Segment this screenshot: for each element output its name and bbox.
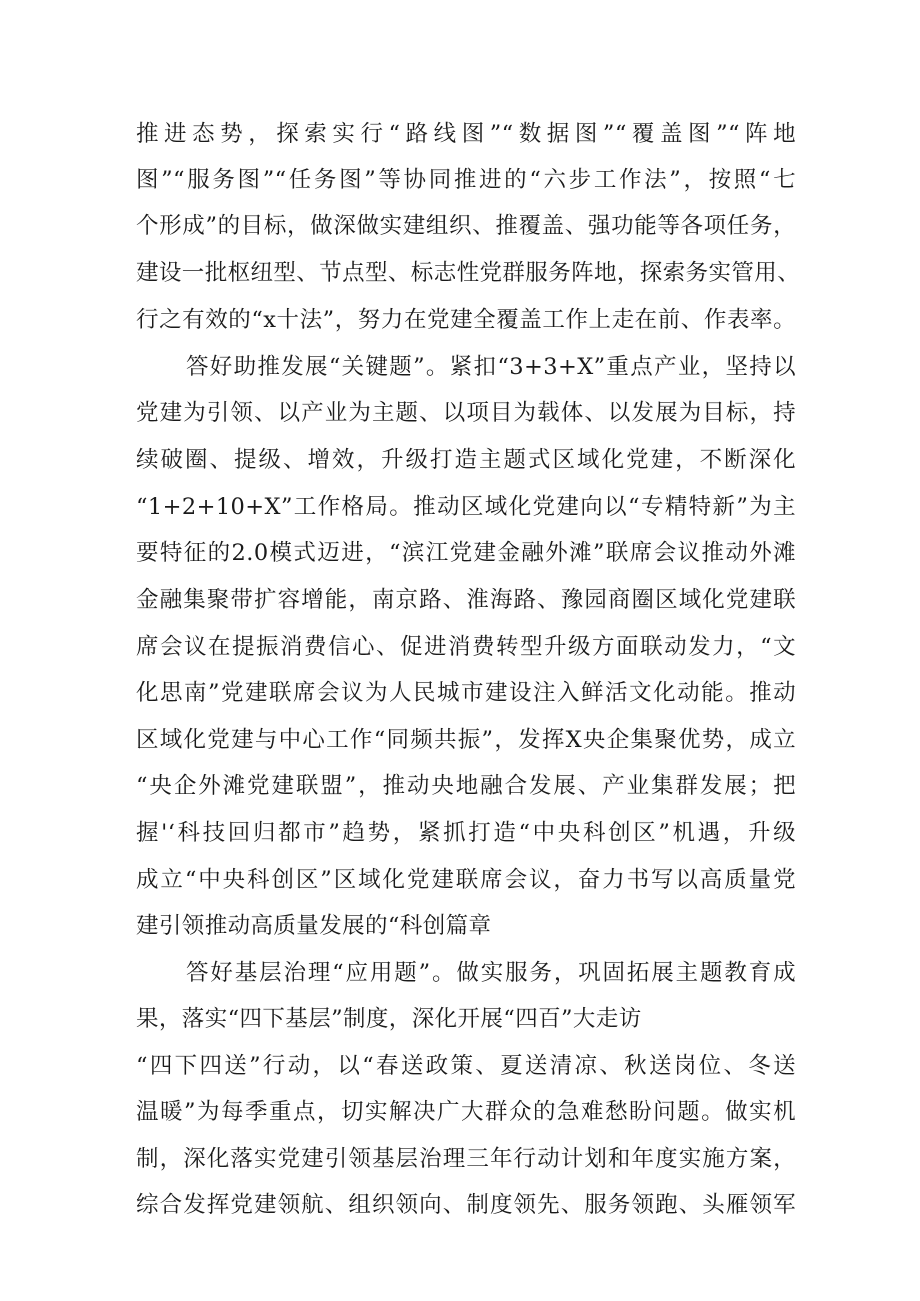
text-line: 综合发挥党建领航、组织领向、制度领先、服务领跑、头雁领军 (136, 1192, 796, 1218)
text-line: “四下四送”行动，以“春送政策、夏送清凉、秋送岗位、冬送 (136, 1053, 796, 1079)
text-line: 成立“中央科创区”区域化党建联席会议，奋力书写以高质量党 (136, 867, 796, 893)
text-line: 党建为引领、以产业为主题、以项目为载体、以发展为目标，持 (136, 400, 796, 426)
text-line: 图”“服务图”“任务图”等协同推进的“六步工作法”，按照“七 (136, 167, 796, 193)
text-line: 推进态势，探索实行“路线图”“数据图”“覆盖图”“阵地 (136, 121, 796, 147)
text-line: 建设一批枢纽型、节点型、标志性党群服务阵地，探索务实管用、 (136, 260, 801, 286)
text-line: 金融集聚带扩容增能，南京路、淮海路、豫园商圈区域化党建联 (136, 587, 796, 613)
text-line: “1+2+10+X”工作格局。推动区域化党建向以“专精特新”为主 (136, 494, 796, 520)
text-line: 个形成”的目标，做深做实建组织、推覆盖、强功能等各项任务， (136, 213, 796, 239)
text-line: 握'‘科技回归都市”趋势，紧抓打造“中央科创区”机遇，升级 (136, 820, 796, 846)
text-line: 果，落实“四下基层”制度，深化开展“四百”大走访 (136, 1006, 642, 1032)
text-line: 行之有效的“x十法”，努力在党建全覆盖工作上走在前、作表率。 (136, 307, 796, 333)
paragraph-heading-line: 答好基层治理“应用题”。做实服务，巩固拓展主题教育成 (186, 960, 796, 986)
text-line: 区域化党建与中心工作“同频共振”，发挥X央企集聚优势，成立 (136, 727, 796, 753)
text-line: 建引领推动高质量发展的“科创篇章 (136, 913, 492, 939)
text-line: 要特征的2.0模式迈进，“滨江党建金融外滩”联席会议推动外滩 (136, 540, 796, 566)
text-line: 制，深化落实党建引领基层治理三年行动计划和年度实施方案， (136, 1146, 796, 1172)
text-line: 续破圈、提级、增效，升级打造主题式区域化党建，不断深化 (136, 447, 796, 473)
text-line: 席会议在提振消费信心、促进消费转型升级方面联动发力，“文 (136, 634, 796, 660)
text-line: 温暖”为每季重点，切实解决广大群众的急难愁盼问题。做实机 (136, 1099, 796, 1125)
text-line: “央企外滩党建联盟”，推动央地融合发展、产业集群发展；把 (136, 773, 796, 799)
paragraph-heading-line: 答好助推发展“关键题”。紧扣“3+3+X”重点产业，坚持以 (186, 354, 796, 380)
text-line: 化思南”党建联席会议为人民城市建设注入鲜活文化动能。推动 (136, 680, 796, 706)
